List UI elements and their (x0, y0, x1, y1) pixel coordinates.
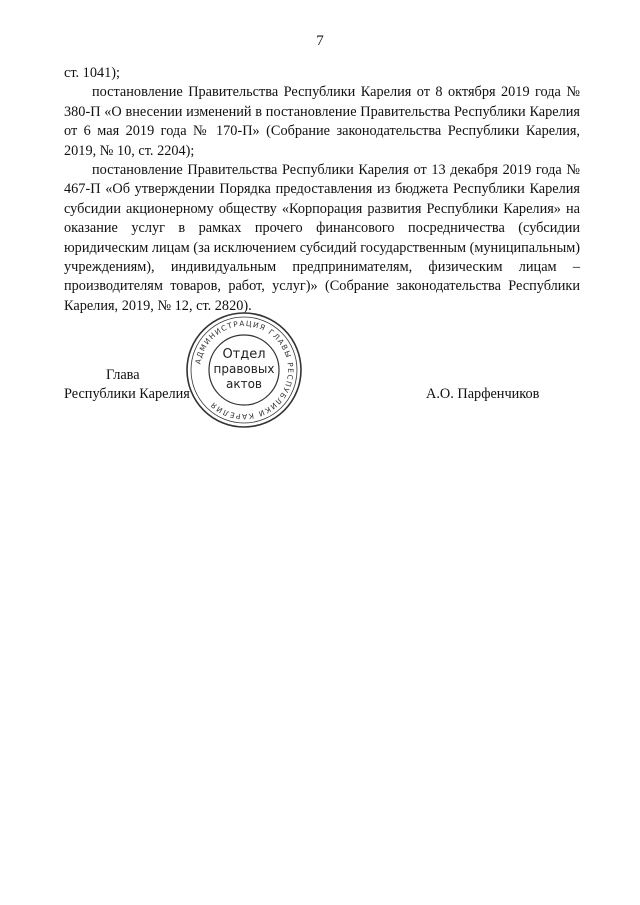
signatory-title-line2: Республики Карелия (64, 386, 190, 402)
stamp-text-line2: правовых (213, 362, 275, 376)
page-number: 7 (316, 33, 324, 49)
stamp-text-line3: актов (225, 377, 263, 391)
paragraph-resolution-467: постановление Правительства Республики Карелия от 13 декабря 2019 года № 467-П «Об утверждении Порядка предоставления из бюджета Республики Карелия субсидии акционерному обществу «Корпорация развития Республики Карелия» на оказание услуг в рамках прочего финансового посредничества (субсидии юридическим лицам (за исключением субсидий государственным (муниципальным) учреждениям), индивидуальным предпринимателям, физическим лицам – производителям товаров, работ, услуг)» (Собрание законодательства Республики Карелия, 2019, № 12, ст. 2820). (64, 162, 580, 314)
signatory-title-line1: Глава (106, 367, 140, 383)
paragraph-continuation: ст. 1041); (64, 65, 120, 81)
stamp-ring-text: АДМИНИСТРАЦИЯ ГЛАВЫ РЕСПУБЛИКИ КАРЕЛИЯ (193, 318, 296, 422)
paragraph-resolution-380: постановление Правительства Республики Карелия от 8 октября 2019 года № 380-П «О внесении изменений в постановление Правительства Республики Карелия от 6 мая 2019 года № 170-П» (Собрание законодательства Республики Карелия, 2019, № 10, ст. 2204); (64, 84, 580, 159)
document-body (64, 64, 580, 316)
signatory-name: А.О. Парфенчиков (426, 386, 540, 402)
stamp-text-line1: Отдел (222, 347, 266, 362)
official-stamp (184, 310, 304, 430)
